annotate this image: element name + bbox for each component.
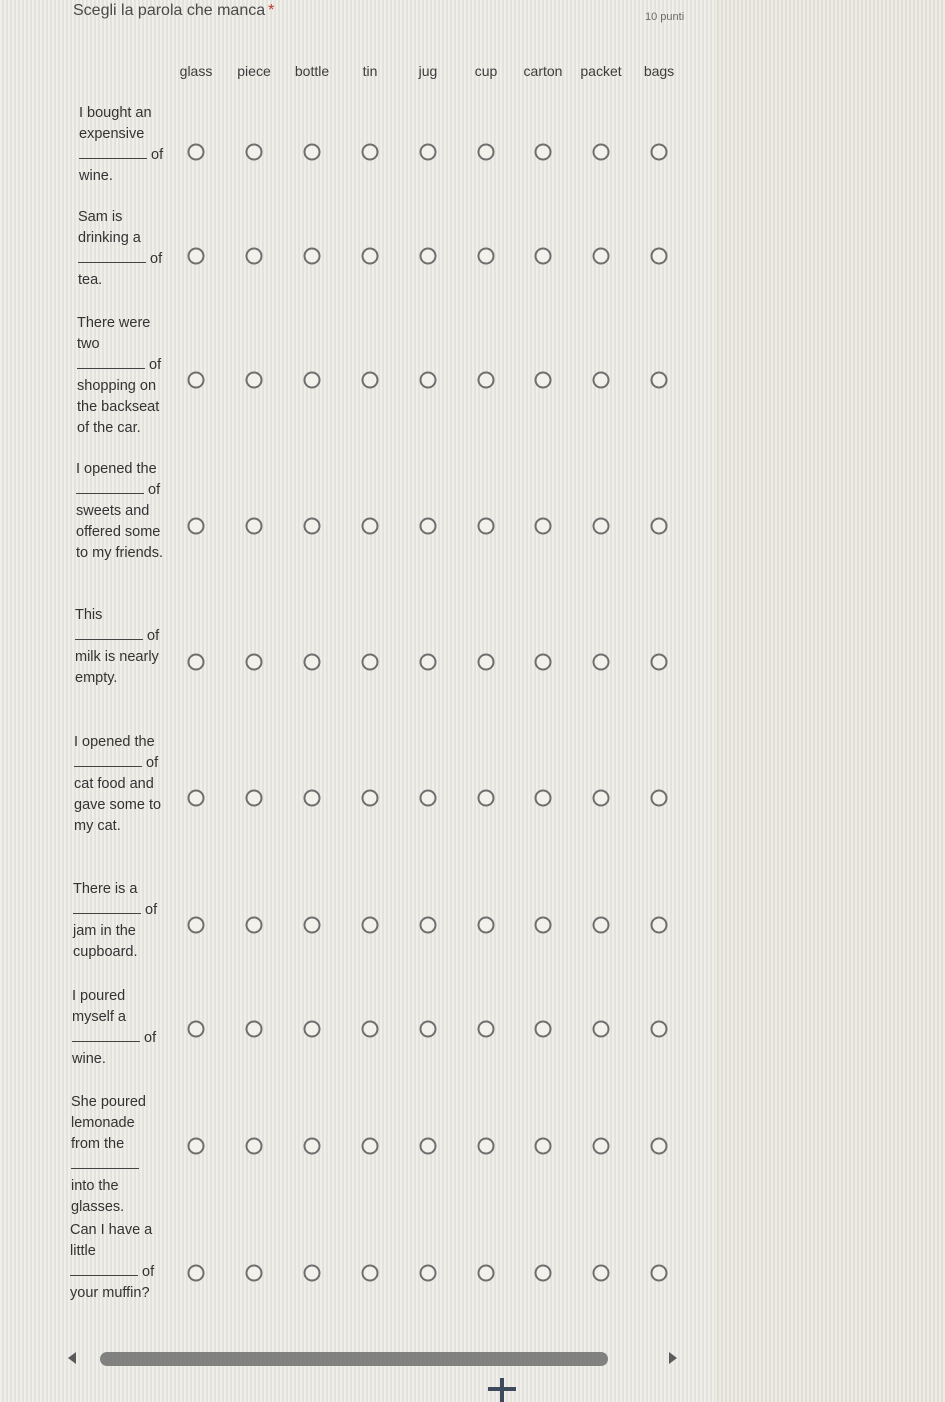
row-text-before: I opened the <box>76 461 157 477</box>
radio-option-jug[interactable] <box>420 790 437 807</box>
radio-option-tin[interactable] <box>362 654 379 671</box>
radio-option-bags[interactable] <box>651 372 668 389</box>
radio-option-piece[interactable] <box>246 790 263 807</box>
row-label <box>70 1220 162 1304</box>
radio-option-tin[interactable] <box>362 518 379 535</box>
radio-option-cup[interactable] <box>478 917 495 934</box>
radio-option-jug[interactable] <box>420 917 437 934</box>
row-label <box>77 313 169 439</box>
radio-option-cup[interactable] <box>478 144 495 161</box>
radio-option-bottle[interactable] <box>304 917 321 934</box>
row-text-after: into the glasses. <box>71 1178 125 1215</box>
radio-option-glass[interactable] <box>188 248 205 265</box>
column-header-bottle: bottle <box>294 63 330 79</box>
radio-option-piece[interactable] <box>246 248 263 265</box>
row-text-after: of wine. <box>72 1030 157 1067</box>
radio-option-piece[interactable] <box>246 372 263 389</box>
row-text-before: I bought an expensive <box>79 105 152 142</box>
radio-option-cup[interactable] <box>478 248 495 265</box>
radio-option-piece[interactable] <box>246 144 263 161</box>
radio-option-cup[interactable] <box>478 790 495 807</box>
radio-option-bottle[interactable] <box>304 654 321 671</box>
row-text-after: of your muffin? <box>70 1264 155 1301</box>
radio-option-glass[interactable] <box>188 1265 205 1282</box>
radio-option-tin[interactable] <box>362 790 379 807</box>
radio-option-cup[interactable] <box>478 654 495 671</box>
row-label <box>73 879 165 963</box>
radio-option-packet[interactable] <box>593 917 610 934</box>
radio-option-bags[interactable] <box>651 1265 668 1282</box>
radio-option-jug[interactable] <box>420 654 437 671</box>
radio-option-glass[interactable] <box>188 518 205 535</box>
column-header-glass: glass <box>179 63 213 79</box>
radio-option-piece[interactable] <box>246 1138 263 1155</box>
row-text-before: Sam is drinking a <box>78 209 141 246</box>
radio-option-bottle[interactable] <box>304 790 321 807</box>
row-label <box>75 605 167 689</box>
radio-option-bags[interactable] <box>651 1138 668 1155</box>
radio-option-bottle[interactable] <box>304 248 321 265</box>
radio-option-packet[interactable] <box>593 248 610 265</box>
row-text-before: She poured lemonade from the <box>71 1094 146 1152</box>
row-text-before: I opened the <box>74 734 155 750</box>
radio-option-carton[interactable] <box>535 248 552 265</box>
column-header-jug: jug <box>418 63 438 79</box>
radio-option-cup[interactable] <box>478 518 495 535</box>
blank-line <box>75 629 143 640</box>
radio-option-carton[interactable] <box>535 790 552 807</box>
radio-option-jug[interactable] <box>420 372 437 389</box>
column-header-piece: piece <box>237 63 271 79</box>
row-label <box>78 207 170 291</box>
radio-option-cup[interactable] <box>478 1021 495 1038</box>
column-header-bags: bags <box>643 63 675 79</box>
radio-option-piece[interactable] <box>246 917 263 934</box>
radio-option-bags[interactable] <box>651 518 668 535</box>
radio-option-packet[interactable] <box>593 654 610 671</box>
radio-option-carton[interactable] <box>535 654 552 671</box>
radio-option-carton[interactable] <box>535 518 552 535</box>
radio-option-glass[interactable] <box>188 372 205 389</box>
radio-option-packet[interactable] <box>593 790 610 807</box>
row-label <box>76 459 168 564</box>
radio-option-packet[interactable] <box>593 1265 610 1282</box>
radio-option-bags[interactable] <box>651 144 668 161</box>
radio-option-bags[interactable] <box>651 917 668 934</box>
radio-option-glass[interactable] <box>188 1138 205 1155</box>
radio-option-glass[interactable] <box>188 144 205 161</box>
scroll-right-icon[interactable] <box>669 1352 677 1364</box>
radio-option-glass[interactable] <box>188 654 205 671</box>
radio-option-glass[interactable] <box>188 917 205 934</box>
radio-option-bags[interactable] <box>651 654 668 671</box>
radio-option-packet[interactable] <box>593 1021 610 1038</box>
radio-option-bottle[interactable] <box>304 372 321 389</box>
radio-option-carton[interactable] <box>535 1265 552 1282</box>
radio-option-jug[interactable] <box>420 1021 437 1038</box>
radio-option-bags[interactable] <box>651 248 668 265</box>
column-header-tin: tin <box>362 63 378 79</box>
radio-option-carton[interactable] <box>535 917 552 934</box>
blank-line <box>79 148 147 159</box>
row-text-after: of sweets and offered some to my friends. <box>76 482 164 561</box>
radio-option-carton[interactable] <box>535 372 552 389</box>
required-mark: * <box>268 2 275 19</box>
question-title-text: Scegli la parola che manca <box>73 2 266 19</box>
row-text-after: of shopping on the backseat of the car. <box>77 357 162 436</box>
radio-option-tin[interactable] <box>362 1265 379 1282</box>
radio-option-tin[interactable] <box>362 1138 379 1155</box>
radio-option-jug[interactable] <box>420 1265 437 1282</box>
row-label <box>79 103 171 187</box>
radio-option-packet[interactable] <box>593 518 610 535</box>
blank-line <box>70 1265 138 1276</box>
scroll-left-icon[interactable] <box>68 1352 76 1364</box>
row-text-after: of cat food and gave some to my cat. <box>74 755 162 834</box>
radio-option-packet[interactable] <box>593 372 610 389</box>
radio-option-bottle[interactable] <box>304 1138 321 1155</box>
radio-option-bottle[interactable] <box>304 518 321 535</box>
row-text-after: of wine. <box>79 147 164 184</box>
blank-line <box>78 252 146 263</box>
question-title <box>73 2 274 20</box>
radio-option-glass[interactable] <box>188 790 205 807</box>
column-header-carton: carton <box>523 63 563 79</box>
radio-option-bottle[interactable] <box>304 144 321 161</box>
row-label <box>72 986 164 1070</box>
horizontal-scrollbar[interactable] <box>100 1352 608 1366</box>
blank-line <box>73 903 141 914</box>
row-text-before: There is a <box>73 881 138 897</box>
radio-option-jug[interactable] <box>420 144 437 161</box>
blank-line <box>72 1031 140 1042</box>
blank-line <box>71 1158 139 1169</box>
radio-option-piece[interactable] <box>246 518 263 535</box>
radio-option-piece[interactable] <box>246 1265 263 1282</box>
radio-option-jug[interactable] <box>420 248 437 265</box>
radio-option-jug[interactable] <box>420 518 437 535</box>
row-label <box>74 732 166 837</box>
radio-option-tin[interactable] <box>362 1021 379 1038</box>
radio-option-cup[interactable] <box>478 1138 495 1155</box>
radio-option-carton[interactable] <box>535 1021 552 1038</box>
row-text-before: Can I have a little <box>70 1222 153 1259</box>
radio-option-jug[interactable] <box>420 1138 437 1155</box>
background-pane <box>715 0 945 1402</box>
radio-option-tin[interactable] <box>362 248 379 265</box>
row-text-after: of tea. <box>78 251 163 288</box>
radio-option-bags[interactable] <box>651 790 668 807</box>
radio-option-piece[interactable] <box>246 1021 263 1038</box>
radio-option-tin[interactable] <box>362 372 379 389</box>
column-header-cup: cup <box>474 63 498 79</box>
blank-line <box>77 358 145 369</box>
radio-option-packet[interactable] <box>593 144 610 161</box>
row-label <box>71 1092 163 1218</box>
radio-option-packet[interactable] <box>593 1138 610 1155</box>
radio-option-tin[interactable] <box>362 144 379 161</box>
row-text-before: There were two <box>77 315 151 352</box>
radio-option-carton[interactable] <box>535 1138 552 1155</box>
radio-option-piece[interactable] <box>246 654 263 671</box>
radio-option-cup[interactable] <box>478 372 495 389</box>
radio-option-carton[interactable] <box>535 144 552 161</box>
points-label: 10 punti <box>645 11 685 23</box>
plus-icon[interactable] <box>484 1374 520 1402</box>
row-text-before: I poured myself a <box>72 988 126 1025</box>
blank-line <box>74 756 142 767</box>
row-text-after: of milk is nearly empty. <box>75 628 160 686</box>
column-header-packet: packet <box>580 63 622 79</box>
radio-option-glass[interactable] <box>188 1021 205 1038</box>
blank-line <box>76 483 144 494</box>
radio-option-bags[interactable] <box>651 1021 668 1038</box>
radio-option-bottle[interactable] <box>304 1265 321 1282</box>
radio-option-bottle[interactable] <box>304 1021 321 1038</box>
radio-option-tin[interactable] <box>362 917 379 934</box>
radio-option-cup[interactable] <box>478 1265 495 1282</box>
row-text-after: of jam in the cupboard. <box>73 902 158 960</box>
row-text-before: This <box>75 607 103 623</box>
